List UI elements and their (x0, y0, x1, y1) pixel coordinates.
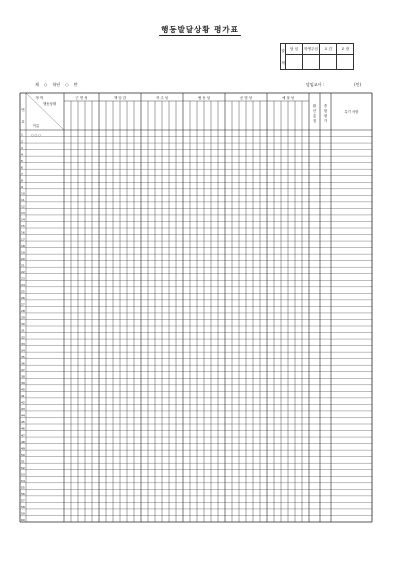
extra-col-label-0-char: 총 (312, 114, 317, 118)
row-number: 53 (21, 472, 25, 477)
group-label-3: 협 동 성 (198, 96, 210, 100)
group-label-0: 근 면 성 (75, 96, 88, 100)
row-number: 32 (21, 335, 25, 340)
header-num-top: 번 (21, 108, 25, 112)
row-number: 29 (21, 315, 25, 320)
row-number: 50 (21, 452, 25, 457)
row-number: 20 (21, 256, 25, 261)
name-marks: ○ ○ ○ (31, 132, 41, 137)
approval-col-vice-principal: 교 감 (320, 44, 337, 55)
row-number: 54 (21, 479, 25, 483)
header-num-bottom: 호 (21, 120, 25, 124)
approval-col-principal: 교 장 (337, 44, 354, 55)
row-number: 52 (21, 465, 25, 470)
header-name-label: 이름 (32, 124, 40, 128)
row-number: 43 (21, 407, 25, 412)
row-number: 2 (21, 139, 23, 144)
approval-col-student-head: 학생주임 (303, 44, 320, 55)
extra-col-label-remarks: 특기 사항 (344, 110, 359, 114)
group-label-1: 책 임 감 (114, 96, 126, 100)
approval-col-homeroom: 담 임 (286, 44, 303, 55)
row-number: 38 (21, 374, 25, 379)
row-number: 13 (21, 211, 25, 216)
group-label-2: 자 주 성 (156, 96, 168, 100)
row-number: 24 (21, 283, 25, 287)
row-number: 34 (21, 348, 25, 353)
row-number: 17 (21, 237, 25, 242)
row-number: 4 (21, 152, 23, 157)
row-number: 58 (21, 505, 25, 510)
extra-col-label-1-char: 합 (323, 109, 328, 113)
row-number: 27 (21, 302, 25, 307)
row-number: 47 (21, 433, 25, 438)
row-number: 30 (21, 322, 25, 327)
row-number: 26 (21, 296, 25, 301)
extra-col-label-0-char: 산 (312, 109, 317, 113)
row-number: 12 (21, 204, 25, 209)
row-number: 14 (21, 217, 25, 222)
row-number: 36 (21, 361, 25, 366)
row-number: 56 (21, 492, 25, 497)
row-number: 10 (21, 191, 25, 196)
row-number: 39 (21, 381, 25, 385)
row-number: 44 (21, 413, 25, 418)
row-number: 60 (21, 518, 25, 523)
row-number: 22 (21, 269, 25, 274)
header-behavior-label: 행동상태 (43, 102, 57, 106)
row-number: 41 (21, 394, 25, 399)
row-number: 11 (21, 198, 25, 203)
row-number: 8 (21, 178, 23, 183)
row-number: 31 (21, 328, 25, 333)
row-number: 5 (21, 158, 23, 163)
row-number: 19 (21, 250, 25, 255)
row-number: 57 (21, 498, 25, 503)
row-number: 59 (21, 511, 25, 516)
extra-col-label-0-char: 환 (312, 104, 317, 108)
row-number: 23 (21, 276, 25, 281)
group-label-4: 준 법 성 (240, 96, 252, 100)
row-number: 1 (21, 132, 23, 137)
row-number: 25 (21, 289, 25, 294)
row-number: 33 (21, 341, 25, 346)
row-number: 6 (21, 165, 23, 170)
area-diagonal (26, 93, 64, 130)
extra-col-label-1-char: 가 (323, 119, 328, 123)
homeroom-teacher: 담임교사 : (인) (306, 82, 362, 87)
extra-col-label-1-char: 평 (323, 114, 328, 118)
row-number: 51 (21, 459, 25, 464)
row-number: 7 (21, 171, 23, 176)
extra-col-label-0-char: 점 (312, 119, 317, 123)
row-number: 55 (21, 485, 25, 490)
header-area-label: 영 역 (35, 96, 44, 100)
row-number: 40 (21, 387, 25, 392)
row-number: 28 (21, 309, 25, 314)
row-number: 37 (21, 367, 25, 372)
row-number: 15 (21, 224, 25, 229)
row-number: 46 (21, 426, 25, 431)
row-number: 48 (21, 439, 25, 444)
row-number: 49 (21, 446, 25, 451)
row-number: 18 (21, 243, 25, 248)
class-info: 제 ○ 학년 ○ 반 (35, 82, 78, 87)
row-number: 45 (21, 420, 25, 425)
document-title: 행동발달상황 평가표 (161, 25, 239, 34)
row-number: 21 (21, 263, 25, 268)
group-label-5: 예 절 성 (282, 96, 294, 100)
extra-col-label-1-char: 종 (323, 104, 328, 108)
row-number: 35 (21, 354, 25, 359)
row-number: 3 (21, 145, 23, 150)
row-number: 16 (21, 230, 25, 235)
row-number: 42 (21, 400, 25, 405)
approval-side-label: 결 재 (281, 44, 286, 70)
row-number: 9 (21, 185, 23, 189)
